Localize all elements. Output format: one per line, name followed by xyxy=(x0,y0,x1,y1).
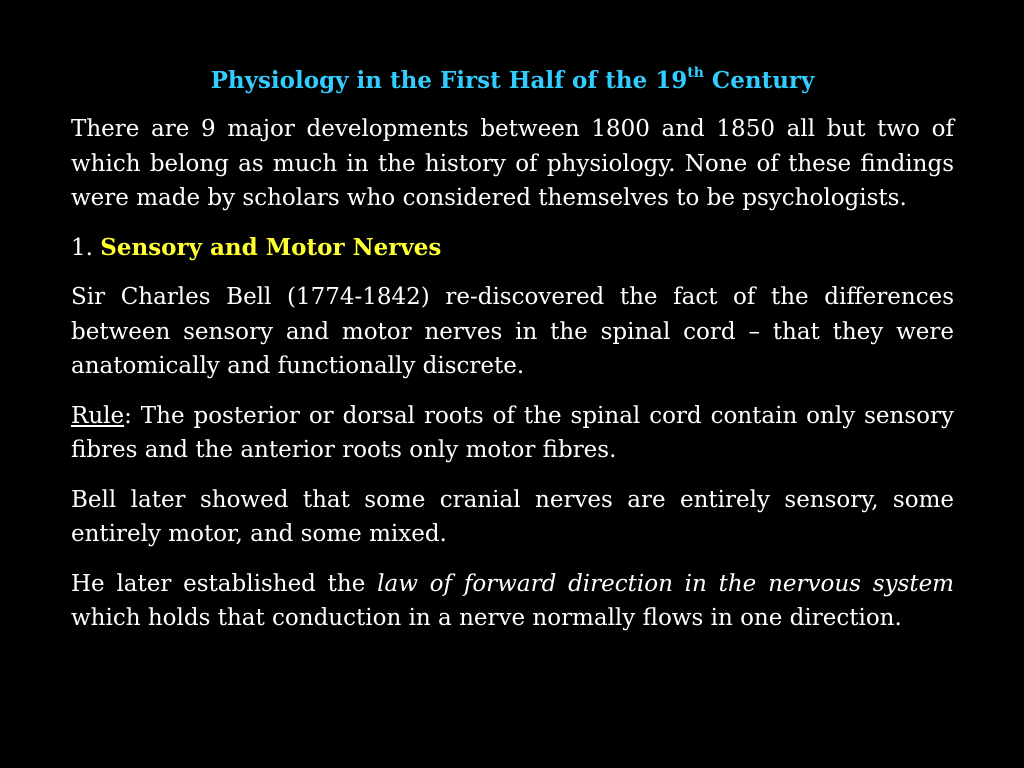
rule-label: Rule xyxy=(71,402,125,429)
title-tail: Century xyxy=(703,67,815,94)
law-italic: law of forward direction in the nervous system xyxy=(377,570,954,597)
section-heading xyxy=(71,231,954,266)
slide-content xyxy=(71,64,954,651)
title-superscript: th xyxy=(687,65,704,82)
slide-title xyxy=(71,64,954,98)
title-main: Physiology in the First Half of the 19 xyxy=(210,67,688,94)
rule-paragraph xyxy=(71,399,954,468)
intro-paragraph: There are 9 major developments between 1800 and 1850 all but two of which belong as much in the history of physiology. None of these findings were made by scholars who considered themselves to be psychologists. xyxy=(71,116,954,211)
cranial-paragraph: Bell later showed that some cranial nerves are entirely sensory, some entirely motor, and some mixed. xyxy=(71,486,954,547)
rule-text: : The posterior or dorsal roots of the spinal cord contain only sensory fibres and the anterior roots only motor fibres. xyxy=(71,402,954,463)
section-heading-text: Sensory and Motor Nerves xyxy=(100,233,442,261)
law-paragraph xyxy=(71,567,954,636)
law-lead: He later established the xyxy=(71,570,378,597)
law-tail: which holds that conduction in a nerve normally flows in one direction. xyxy=(71,605,902,631)
bell-paragraph: Sir Charles Bell (1774-1842) re-discovered the fact of the differences between sensory and motor nerves in the spinal cord – that they were anatomically and functionally discrete. xyxy=(71,284,954,379)
section-number: 1. xyxy=(71,234,101,261)
